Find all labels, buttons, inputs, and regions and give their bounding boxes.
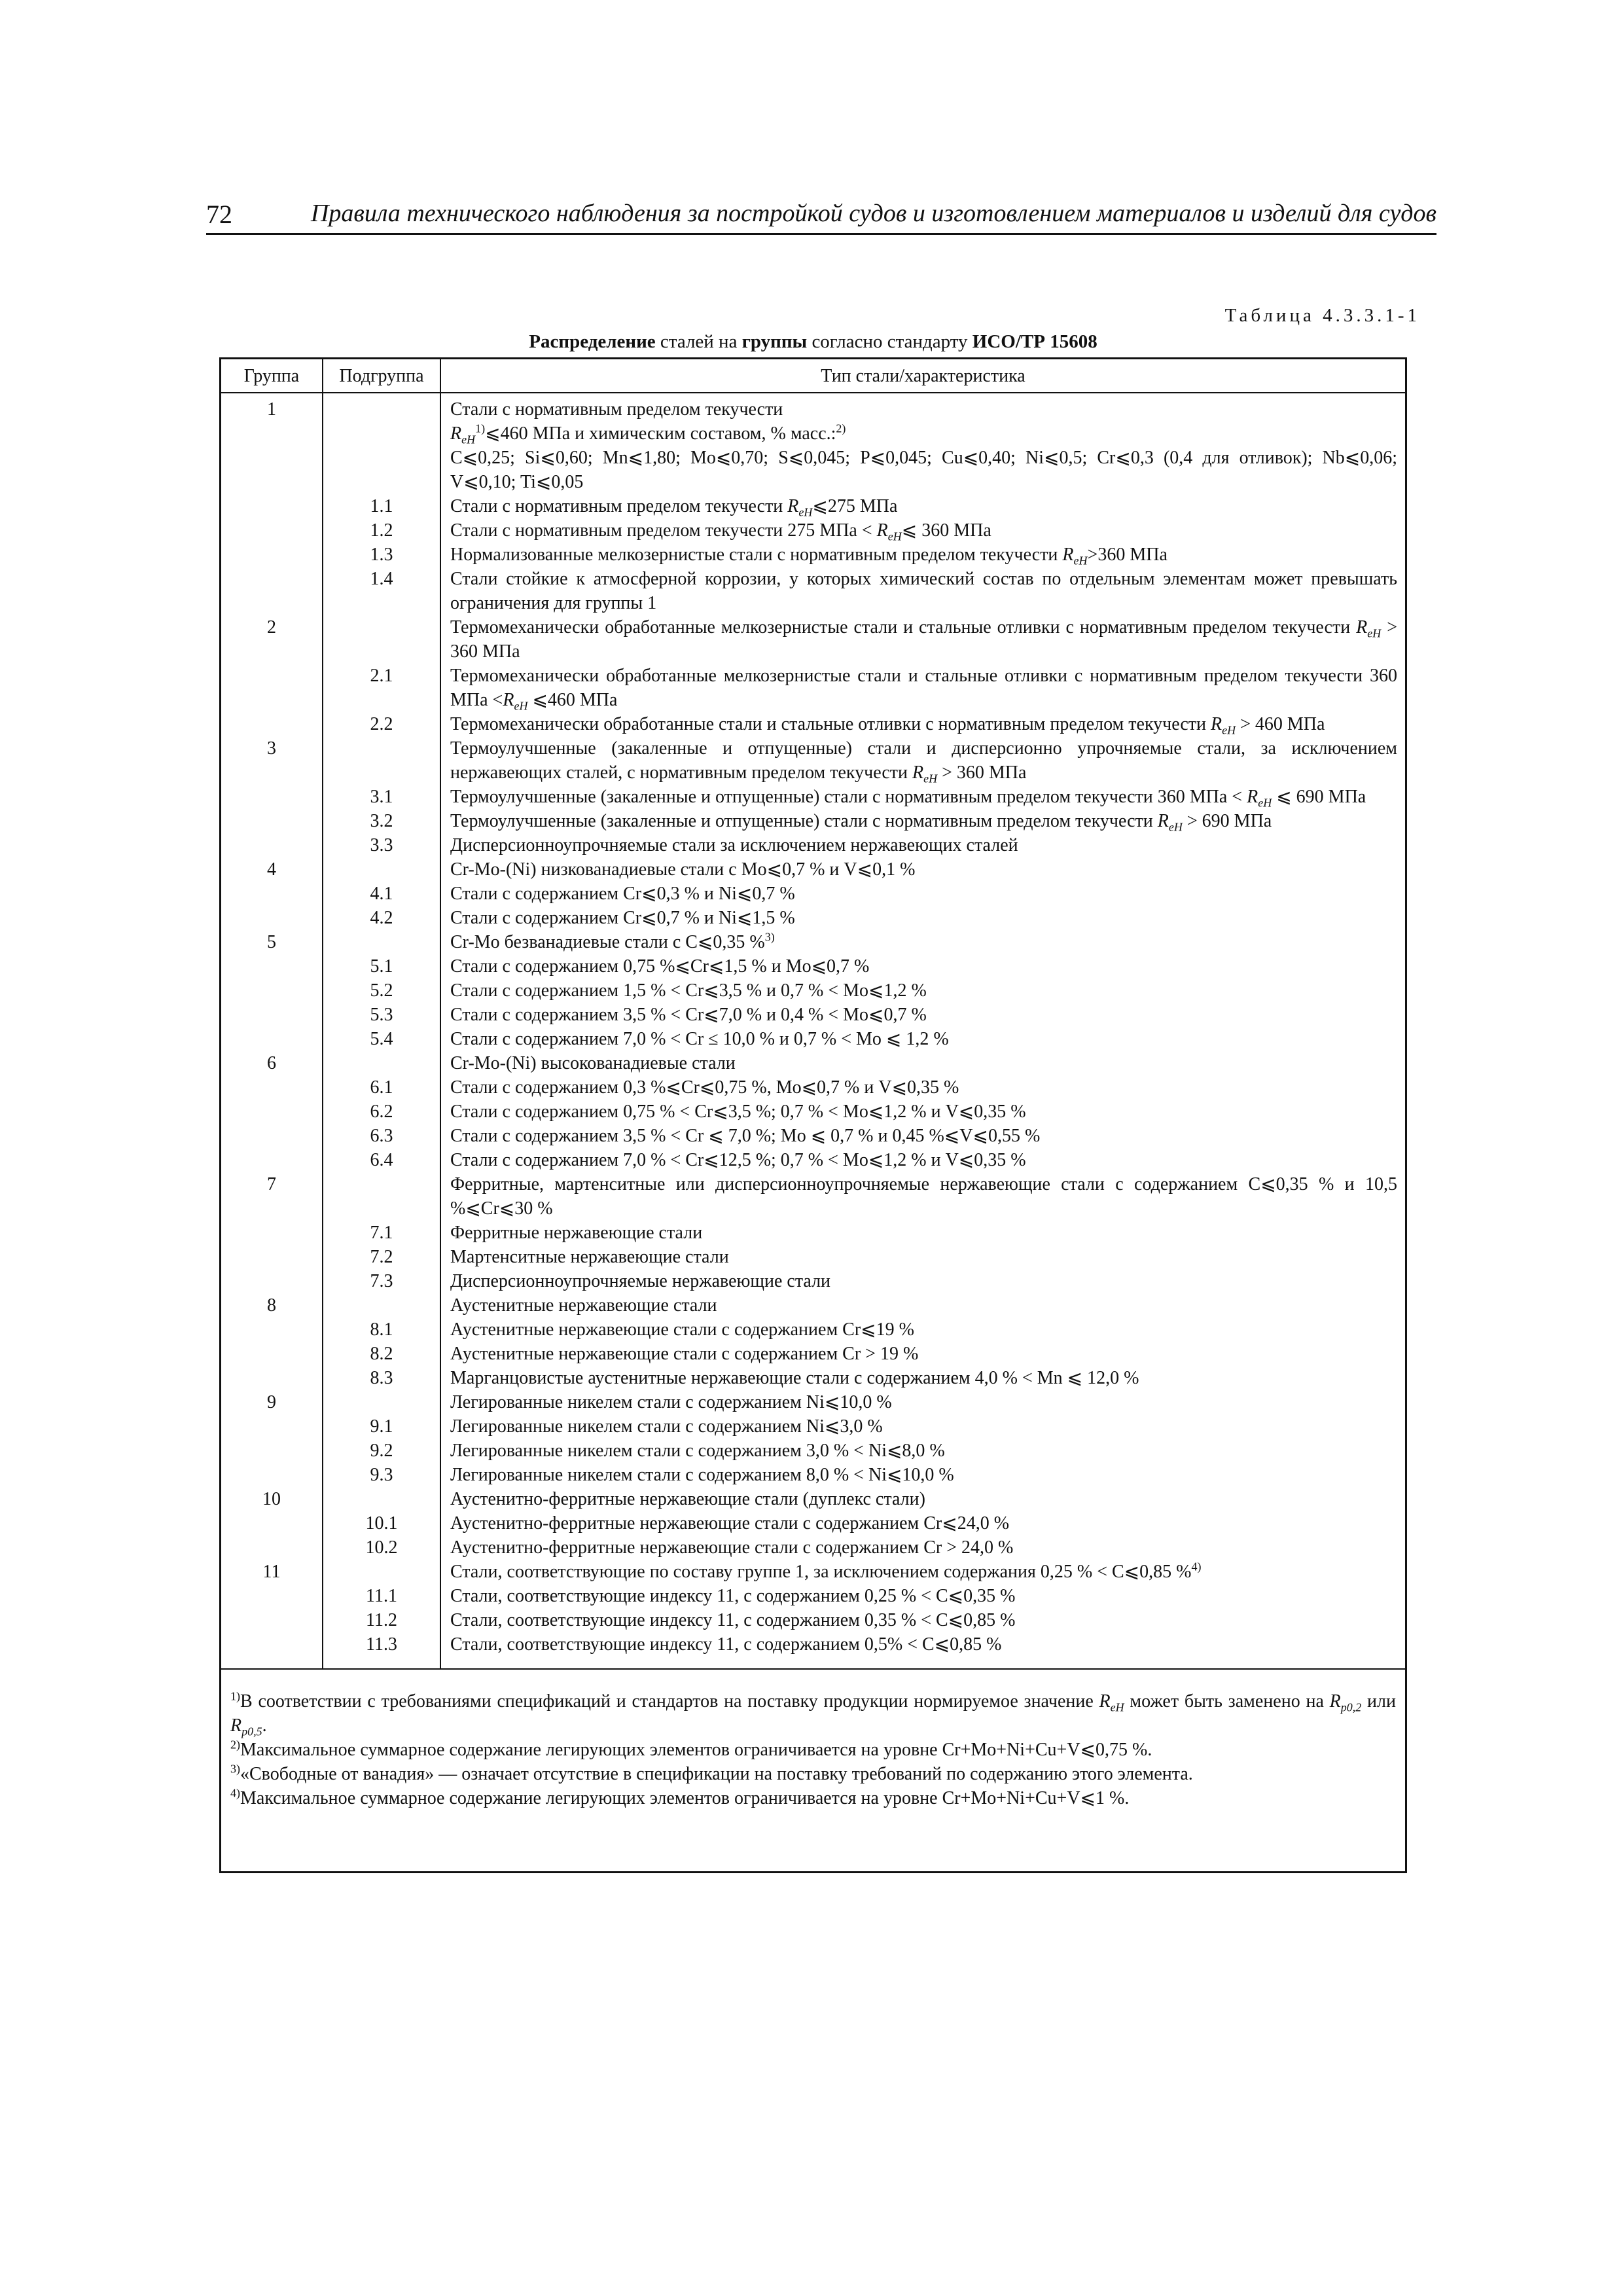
cell-description: Аустенитно-ферритные нержавеющие стали с содержанием Cr > 24,0 % — [440, 1535, 1405, 1560]
cell-description: Термоулучшенные (закаленные и отпущенные) стали с нормативным пределом текучести 360 МПа < $R_{eH}$ ⩽ 690 МПа — [440, 785, 1405, 809]
cell-group — [221, 1342, 323, 1366]
cell-subgroup: 1.1 — [323, 494, 440, 518]
table-row — [221, 1463, 1405, 1487]
cell-description: Ферритные нержавеющие стали — [440, 1221, 1405, 1245]
caption-part-2: сталей на — [655, 331, 742, 352]
cell-subgroup: 8.1 — [323, 1318, 440, 1342]
cell-subgroup: 3.3 — [323, 833, 440, 857]
cell-description: Аустенитные нержавеющие стали с содержанием Cr > 19 % — [440, 1342, 1405, 1366]
cell-group: 10 — [262, 1489, 281, 1509]
cell-subgroup: 5.4 — [323, 1027, 440, 1051]
cell-description: Дисперсионноупрочняемые нержавеющие стали — [440, 1269, 1405, 1293]
cell-description: Стали с содержанием 0,75 % < Cr⩽3,5 %; 0,7 % < Mo⩽1,2 % и V⩽0,35 % — [440, 1100, 1405, 1124]
cell-subgroup: 1.3 — [323, 543, 440, 567]
table-row — [221, 567, 1405, 615]
cell-description: Стали с содержанием 1,5 % < Cr⩽3,5 % и 0,7 % < Mo⩽1,2 % — [440, 978, 1405, 1003]
table-row — [221, 1293, 1405, 1318]
cell-subgroup: 10.2 — [323, 1535, 440, 1560]
table-row — [221, 785, 1405, 809]
cell-subgroup: 7.2 — [323, 1245, 440, 1269]
table-row — [221, 1390, 1405, 1414]
cell-description: Аустенитно-ферритные нержавеющие стали (дуплекс стали) — [440, 1487, 1405, 1511]
cell-subgroup — [323, 1560, 440, 1584]
cell-subgroup: 7.1 — [323, 1221, 440, 1245]
cell-description: Стали с содержанием 3,5 % < Cr ⩽ 7,0 %; Mo ⩽ 0,7 % и 0,45 %⩽V⩽0,55 % — [440, 1124, 1405, 1148]
cell-description: Стали с содержанием Cr⩽0,7 % и Ni⩽1,5 % — [440, 906, 1405, 930]
table-row — [221, 1245, 1405, 1269]
cell-subgroup: 11.2 — [323, 1608, 440, 1632]
table-row — [221, 712, 1405, 736]
cell-group — [221, 1511, 323, 1535]
table-row — [221, 1608, 1405, 1632]
cell-description: Стали с содержанием 0,3 %⩽Cr⩽0,75 %, Mo⩽0,7 % и V⩽0,35 % — [440, 1075, 1405, 1100]
cell-subgroup: 5.2 — [323, 978, 440, 1003]
cell-description: Термоулучшенные (закаленные и отпущенные) стали с нормативным пределом текучести $R_{eH} > 690$ МПа — [440, 809, 1405, 833]
cell-group — [221, 446, 323, 494]
table-row — [221, 1027, 1405, 1051]
cell-subgroup: 7.3 — [323, 1269, 440, 1293]
table-row — [221, 1560, 1405, 1584]
cell-group — [221, 494, 323, 518]
cell-description: Стали с содержанием Cr⩽0,3 % и Ni⩽0,7 % — [440, 882, 1405, 906]
cell-description: Стали с содержанием 7,0 % < Cr ≤ 10,0 % и 0,7 % < Mo ⩽ 1,2 % — [440, 1027, 1405, 1051]
cell-subgroup: 8.3 — [323, 1366, 440, 1390]
table-row — [221, 1511, 1405, 1535]
table-row — [221, 543, 1405, 567]
table-row — [221, 1100, 1405, 1124]
table-row — [221, 857, 1405, 882]
table-row — [221, 736, 1405, 785]
cell-group: 3 — [267, 738, 276, 759]
cell-group: 7 — [267, 1174, 276, 1194]
table-row — [221, 1342, 1405, 1366]
cell-group — [221, 1245, 323, 1269]
cell-subgroup — [323, 1172, 440, 1221]
cell-subgroup: 9.2 — [323, 1439, 440, 1463]
cell-group — [221, 1584, 323, 1608]
cell-subgroup: 6.3 — [323, 1124, 440, 1148]
cell-group — [221, 1608, 323, 1632]
footnote: $^{1)}$В соответствии с требованиями спецификаций и стандартов на поставку продукции нормируемое значение $R_{eH}$ может быть заменено на $R_{p0,2}$ или $R_{p0,5}$. — [230, 1689, 1396, 1738]
cell-subgroup — [323, 393, 440, 422]
cell-group: 11 — [262, 1562, 281, 1582]
table-caption — [219, 331, 1407, 353]
table-row — [221, 906, 1405, 930]
table-row — [221, 1439, 1405, 1463]
cell-description: Стали стойкие к атмосферной коррозии, у которых химический состав по отдельным элементам может превышать ограничения для группы 1 — [440, 567, 1405, 615]
cell-group: 2 — [267, 617, 276, 637]
cell-group — [221, 1269, 323, 1293]
cell-description: Марганцовистые аустенитные нержавеющие стали с содержанием 4,0 % < Mn ⩽ 12,0 % — [440, 1366, 1405, 1390]
cell-group — [221, 833, 323, 857]
steel-groups-table — [221, 359, 1405, 1670]
table-row — [221, 930, 1405, 954]
cell-subgroup: 3.2 — [323, 809, 440, 833]
table-row — [221, 1075, 1405, 1100]
cell-group: 4 — [267, 859, 276, 880]
column-header-type: Тип стали/характеристика — [440, 359, 1405, 393]
table-row — [221, 615, 1405, 664]
cell-subgroup — [323, 1051, 440, 1075]
table-row — [221, 393, 1405, 422]
table-row — [221, 1051, 1405, 1075]
cell-subgroup: 11.1 — [323, 1584, 440, 1608]
table-footnotes — [221, 1670, 1405, 1810]
cell-group — [221, 543, 323, 567]
table-row — [221, 1003, 1405, 1027]
table-row — [221, 1535, 1405, 1560]
table-row — [221, 882, 1405, 906]
cell-group — [221, 1535, 323, 1560]
cell-subgroup: 6.1 — [323, 1075, 440, 1100]
cell-group — [221, 1027, 323, 1051]
cell-group — [221, 1075, 323, 1100]
cell-subgroup: 6.2 — [323, 1100, 440, 1124]
cell-subgroup: 5.1 — [323, 954, 440, 978]
cell-description: Легированные никелем стали с содержанием 8,0 % < Ni⩽10,0 % — [440, 1463, 1405, 1487]
table-row — [221, 809, 1405, 833]
cell-group — [221, 978, 323, 1003]
table-header-row — [221, 359, 1405, 393]
cell-group — [221, 1148, 323, 1172]
table-row — [221, 1487, 1405, 1511]
page-header — [206, 196, 1436, 235]
cell-description: Стали, соответствующие индексу 11, с содержанием 0,35 % < C⩽0,85 % — [440, 1608, 1405, 1632]
cell-subgroup — [323, 1390, 440, 1414]
cell-description: Термоулучшенные (закаленные и отпущенные) стали и дисперсионно упрочняемые стали, за исключением нержавеющих сталей, с нормативным пределом текучести $R_{eH} > 360$ МПа — [440, 736, 1405, 785]
cell-group — [221, 906, 323, 930]
steel-groups-table-frame — [219, 357, 1407, 1873]
cell-group — [221, 664, 323, 712]
cell-description: Термомеханически обработанные стали и стальные отливки с нормативным пределом текучести $R_{eH} > 460$ МПа — [440, 712, 1405, 736]
cell-description: Cr-Mo-(Ni) высокованадиевые стали — [440, 1051, 1405, 1075]
caption-part-4: согласно стандарту — [807, 331, 972, 352]
column-header-subgroup: Подгруппа — [323, 359, 440, 393]
cell-description: Аустенитные нержавеющие стали с содержанием Cr⩽19 % — [440, 1318, 1405, 1342]
cell-description: Стали, соответствующие по составу группе 1, за исключением содержания 0,25 % < C⩽0,85 %$^{4)}$ — [440, 1560, 1405, 1584]
cell-description: Стали с нормативным пределом текучести $R_{eH}⩽275$ МПа — [440, 494, 1405, 518]
table-row — [221, 446, 1405, 494]
cell-subgroup: 8.2 — [323, 1342, 440, 1366]
table-row — [221, 954, 1405, 978]
cell-description: Cr-Mo-(Ni) низкованадиевые стали с Mo⩽0,7 % и V⩽0,1 % — [440, 857, 1405, 882]
cell-group — [221, 567, 323, 615]
footnote: $^{2)}$Максимальное суммарное содержание легирующих элементов ограничивается на уровне Cr+Mo+Ni+Cu+V⩽0,75 %. — [230, 1738, 1152, 1760]
cell-subgroup: 11.3 — [323, 1632, 440, 1669]
cell-subgroup — [323, 736, 440, 785]
cell-group — [221, 1463, 323, 1487]
cell-subgroup: 1.4 — [323, 567, 440, 615]
cell-description: Стали с нормативным пределом текучести 275 МПа < $R_{eH}⩽$ 360 МПа — [440, 518, 1405, 543]
cell-description: C⩽0,25; Si⩽0,60; Mn⩽1,80; Mo⩽0,70; S⩽0,045; P⩽0,045; Cu⩽0,40; Ni⩽0,5; Cr⩽0,3 (0,4 для отливок); Nb⩽0,06; V⩽0,10; Ti⩽0,05 — [440, 446, 1405, 494]
cell-group — [221, 1124, 323, 1148]
cell-description: Легированные никелем стали с содержанием 3,0 % < Ni⩽8,0 % — [440, 1439, 1405, 1463]
table-row — [221, 664, 1405, 712]
cell-description: Термомеханически обработанные мелкозернистые стали и стальные отливки с нормативным пределом текучести 360 МПа $<R_{eH}$ ⩽460 МПа — [440, 664, 1405, 712]
cell-description: Cr-Mo безванадиевые стали с C⩽0,35 %$^{3)}$ — [440, 930, 1405, 954]
footnote: $^{4)}$Максимальное суммарное содержание легирующих элементов ограничивается на уровне Cr+Mo+Ni+Cu+V⩽1 %. — [230, 1786, 1130, 1808]
cell-group — [221, 882, 323, 906]
cell-subgroup — [323, 446, 440, 494]
cell-group — [221, 1318, 323, 1342]
cell-group — [221, 1439, 323, 1463]
cell-group — [221, 809, 323, 833]
cell-group — [221, 712, 323, 736]
cell-group — [221, 954, 323, 978]
footnote: $^{3)}$«Свободные от ванадия» — означает отсутствие в спецификации на поставку требований по содержанию этого элемента. — [230, 1762, 1193, 1784]
table-row — [221, 1148, 1405, 1172]
table-row — [221, 1366, 1405, 1390]
cell-subgroup — [323, 422, 440, 446]
running-title: Правила технического наблюдения за постройкой судов и изготовлением материалов и изделий для судов — [310, 200, 1436, 227]
cell-description: Термомеханически обработанные мелкозернистые стали и стальные отливки с нормативным пределом текучести $R_{eH} > 360$ МПа — [440, 615, 1405, 664]
cell-group: 5 — [267, 932, 276, 952]
cell-description: Дисперсионноупрочняемые стали за исключением нержавеющих сталей — [440, 833, 1405, 857]
table-row — [221, 1269, 1405, 1293]
cell-subgroup: 4.2 — [323, 906, 440, 930]
caption-part-5: ИСО/ТР 15608 — [972, 331, 1097, 352]
cell-subgroup: 10.1 — [323, 1511, 440, 1535]
cell-description: Легированные никелем стали с содержанием Ni⩽10,0 % — [440, 1390, 1405, 1414]
cell-group — [221, 1414, 323, 1439]
cell-group — [221, 518, 323, 543]
cell-subgroup — [323, 1293, 440, 1318]
cell-subgroup: 2.2 — [323, 712, 440, 736]
table-row — [221, 422, 1405, 446]
cell-description: Мартенситные нержавеющие стали — [440, 1245, 1405, 1269]
cell-description: Стали, соответствующие индексу 11, с содержанием 0,5% < C⩽0,85 % — [440, 1632, 1405, 1669]
column-header-group: Группа — [221, 359, 323, 393]
cell-group: 8 — [267, 1295, 276, 1316]
cell-description: Стали с содержанием 0,75 %⩽Cr⩽1,5 % и Mo⩽0,7 % — [440, 954, 1405, 978]
table-row — [221, 1221, 1405, 1245]
cell-group — [221, 1100, 323, 1124]
page-number: 72 — [206, 200, 232, 229]
cell-description: $R_{eH}^{1)}⩽460$ МПа и химическим составом, % масс.:$^{2)}$ — [440, 422, 1405, 446]
cell-description: Легированные никелем стали с содержанием Ni⩽3,0 % — [440, 1414, 1405, 1439]
cell-description: Ферритные, мартенситные или дисперсионноупрочняемые нержавеющие стали с содержанием C⩽0,35 % и 10,5 %⩽Cr⩽30 % — [440, 1172, 1405, 1221]
cell-subgroup: 3.1 — [323, 785, 440, 809]
table-row — [221, 1124, 1405, 1148]
cell-subgroup — [323, 615, 440, 664]
table-row — [221, 1584, 1405, 1608]
cell-subgroup: 4.1 — [323, 882, 440, 906]
cell-group — [221, 1003, 323, 1027]
table-row — [221, 518, 1405, 543]
table-body — [221, 393, 1405, 1669]
cell-subgroup: 6.4 — [323, 1148, 440, 1172]
cell-subgroup — [323, 1487, 440, 1511]
cell-subgroup: 5.3 — [323, 1003, 440, 1027]
table-row — [221, 978, 1405, 1003]
table-row — [221, 1172, 1405, 1221]
cell-subgroup — [323, 857, 440, 882]
cell-description: Стали, соответствующие индексу 11, с содержанием 0,25 % < C⩽0,35 % — [440, 1584, 1405, 1608]
caption-part-1: Распределение — [529, 331, 656, 352]
cell-group: 9 — [267, 1392, 276, 1412]
cell-description: Аустенитно-ферритные нержавеющие стали с содержанием Cr⩽24,0 % — [440, 1511, 1405, 1535]
table-row — [221, 1632, 1405, 1669]
cell-description: Нормализованные мелкозернистые стали с нормативным пределом текучести $R_{eH}>360$ МПа — [440, 543, 1405, 567]
cell-description: Аустенитные нержавеющие стали — [440, 1293, 1405, 1318]
table-row — [221, 1318, 1405, 1342]
table-row — [221, 833, 1405, 857]
cell-group — [221, 422, 323, 446]
cell-group: 1 — [267, 399, 276, 420]
cell-group: 6 — [267, 1053, 276, 1073]
cell-description: Стали с нормативным пределом текучести — [440, 393, 1405, 422]
table-row — [221, 1414, 1405, 1439]
cell-subgroup — [323, 930, 440, 954]
cell-subgroup: 1.2 — [323, 518, 440, 543]
cell-subgroup: 2.1 — [323, 664, 440, 712]
cell-description: Стали с содержанием 3,5 % < Cr⩽7,0 % и 0,4 % < Mo⩽0,7 % — [440, 1003, 1405, 1027]
cell-subgroup: 9.3 — [323, 1463, 440, 1487]
table-row — [221, 494, 1405, 518]
cell-subgroup: 9.1 — [323, 1414, 440, 1439]
cell-group — [221, 785, 323, 809]
cell-group — [221, 1366, 323, 1390]
cell-group — [221, 1632, 323, 1669]
cell-group — [221, 1221, 323, 1245]
table-label: Таблица 4.3.3.1-1 — [1224, 305, 1420, 326]
caption-part-3: группы — [741, 331, 808, 352]
cell-description: Стали с содержанием 7,0 % < Cr⩽12,5 %; 0,7 % < Mo⩽1,2 % и V⩽0,35 % — [440, 1148, 1405, 1172]
